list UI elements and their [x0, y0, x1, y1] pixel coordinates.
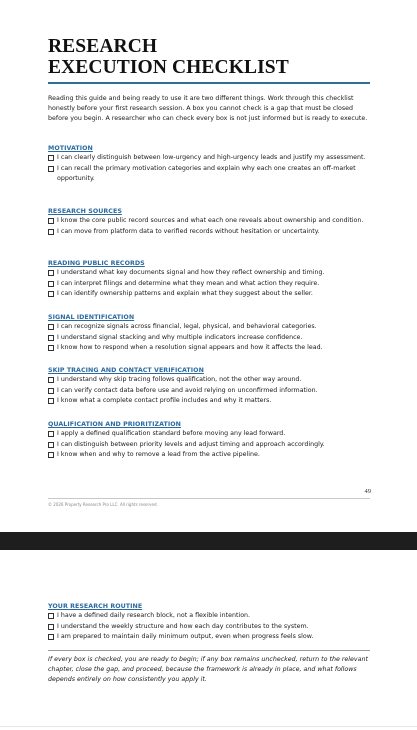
item-text: I can clearly distinguish between low-urgency and high-urgency leads and justify my assessment. [57, 154, 366, 161]
checklist-item [48, 279, 370, 290]
item-text: I know what a complete contact profile includes and why it matters. [57, 397, 272, 404]
section-title: READING PUBLIC RECORDS [48, 260, 145, 267]
section-title: YOUR RESEARCH ROUTINE [48, 603, 143, 610]
checklist-item [48, 429, 370, 440]
checklist-item [48, 289, 370, 300]
checkbox-icon[interactable] [48, 335, 54, 341]
item-text: I understand what key documents signal and how they reflect ownership and timing. [57, 269, 325, 276]
page-break [0, 532, 417, 550]
checklist-item [48, 216, 370, 227]
checklist-item [48, 386, 370, 397]
copyright-notice: © 2026 Property Research Pro LLC. All rights reserved. [48, 502, 158, 507]
section-title: RESEARCH SOURCES [48, 208, 122, 215]
checklist-item [48, 268, 370, 279]
checkbox-icon[interactable] [48, 634, 54, 640]
section-research-routine [48, 602, 370, 643]
checkbox-icon[interactable] [48, 377, 54, 383]
checklist-item [48, 440, 370, 451]
section-title: SKIP TRACING AND CONTACT VERIFICATION [48, 367, 204, 374]
checklist-item [48, 611, 370, 622]
item-text: I can recognize signals across financial, legal, physical, and behavioral categories. [57, 323, 317, 330]
checklist-item [48, 632, 370, 643]
checkbox-icon[interactable] [48, 452, 54, 458]
checkbox-icon[interactable] [48, 345, 54, 351]
checklist-item [48, 322, 370, 333]
checklist-item [48, 375, 370, 386]
section-title: QUALIFICATION AND PRIORITIZATION [48, 421, 181, 428]
checkbox-icon[interactable] [48, 324, 54, 330]
item-text: I know the core public record sources and what each one reveals about ownership and condition. [57, 217, 364, 224]
title-line-2: EXECUTION CHECKLIST [48, 57, 289, 78]
checkbox-icon[interactable] [48, 229, 54, 235]
section-motivation [48, 144, 370, 185]
item-text: I can identify ownership patterns and explain what they suggest about the seller. [57, 290, 313, 297]
footer-divider [48, 498, 370, 499]
checklist-item [48, 227, 370, 238]
page-bottom-edge [0, 726, 417, 727]
item-text: I apply a defined qualification standard before moving any lead forward. [57, 430, 286, 437]
checkbox-icon[interactable] [48, 442, 54, 448]
checkbox-icon[interactable] [48, 388, 54, 394]
checklist-item [48, 153, 370, 164]
checkbox-icon[interactable] [48, 398, 54, 404]
page-title [48, 36, 378, 78]
item-text: I understand the weekly structure and how each day contributes to the system. [57, 622, 309, 630]
item-text: I am prepared to maintain daily minimum output, even when progress feels slow. [57, 633, 314, 640]
item-text: I can move from platform data to verified records without hesitation or uncertainty. [57, 227, 320, 235]
checklist-item [48, 164, 370, 185]
section-research-sources [48, 207, 370, 237]
closing-statement: If every box is checked, you are ready to begin; if any box remains unchecked, return to the relevant chapter, close the gap, and proceed, because the framework is already in place, and what follows depends entirely on how consistently you apply it. [48, 656, 368, 683]
checkbox-icon[interactable] [48, 291, 54, 297]
intro-paragraph: Reading this guide and being ready to use it are two different things. Work through this checklist honestly before your first research session. A box you cannot check is a gap that must be closed before you begin. A researcher who can check every box is not just informed but is ready to execute. [48, 95, 368, 122]
section-qualification [48, 420, 370, 461]
section-title: SIGNAL IDENTIFICATION [48, 314, 135, 321]
checkbox-icon[interactable] [48, 613, 54, 619]
item-text: I can distinguish between priority levels and adjust timing and approach accordingly. [57, 440, 325, 448]
checklist-item [48, 343, 370, 354]
title-divider [48, 82, 370, 84]
checklist-item [48, 450, 370, 461]
section-skip-tracing [48, 366, 370, 407]
checklist-item [48, 622, 370, 633]
section-signal-identification [48, 313, 370, 354]
checkbox-icon[interactable] [48, 431, 54, 437]
checklist-item [48, 333, 370, 344]
section-reading-public-records [48, 259, 370, 300]
checkbox-icon[interactable] [48, 155, 54, 161]
closing-divider [48, 650, 370, 651]
section-title: MOTIVATION [48, 145, 93, 152]
checkbox-icon[interactable] [48, 281, 54, 287]
page-number: 49 [364, 488, 371, 495]
item-text: I can verify contact data before use and avoid relying on unconfirmed information. [57, 386, 318, 394]
checkbox-icon[interactable] [48, 218, 54, 224]
item-text: I have a defined daily research block, not a flexible intention. [57, 612, 251, 619]
item-text: I can interpret filings and determine what they mean and what action they require. [57, 279, 320, 287]
item-text: I understand why skip tracing follows qualification, not the other way around. [57, 376, 302, 383]
item-text: I know when and why to remove a lead from the active pipeline. [57, 451, 260, 458]
item-text: I can recall the primary motivation categories and explain why each one creates an off-market opportunity. [57, 164, 356, 182]
checkbox-icon[interactable] [48, 270, 54, 276]
item-text: I know how to respond when a resolution signal appears and how it affects the lead. [57, 344, 323, 351]
item-text: I understand signal stacking and why multiple indicators increase confidence. [57, 333, 303, 341]
checklist-item [48, 396, 370, 407]
checkbox-icon[interactable] [48, 624, 54, 630]
title-line-1: RESEARCH [48, 36, 158, 57]
checkbox-icon[interactable] [48, 166, 54, 172]
